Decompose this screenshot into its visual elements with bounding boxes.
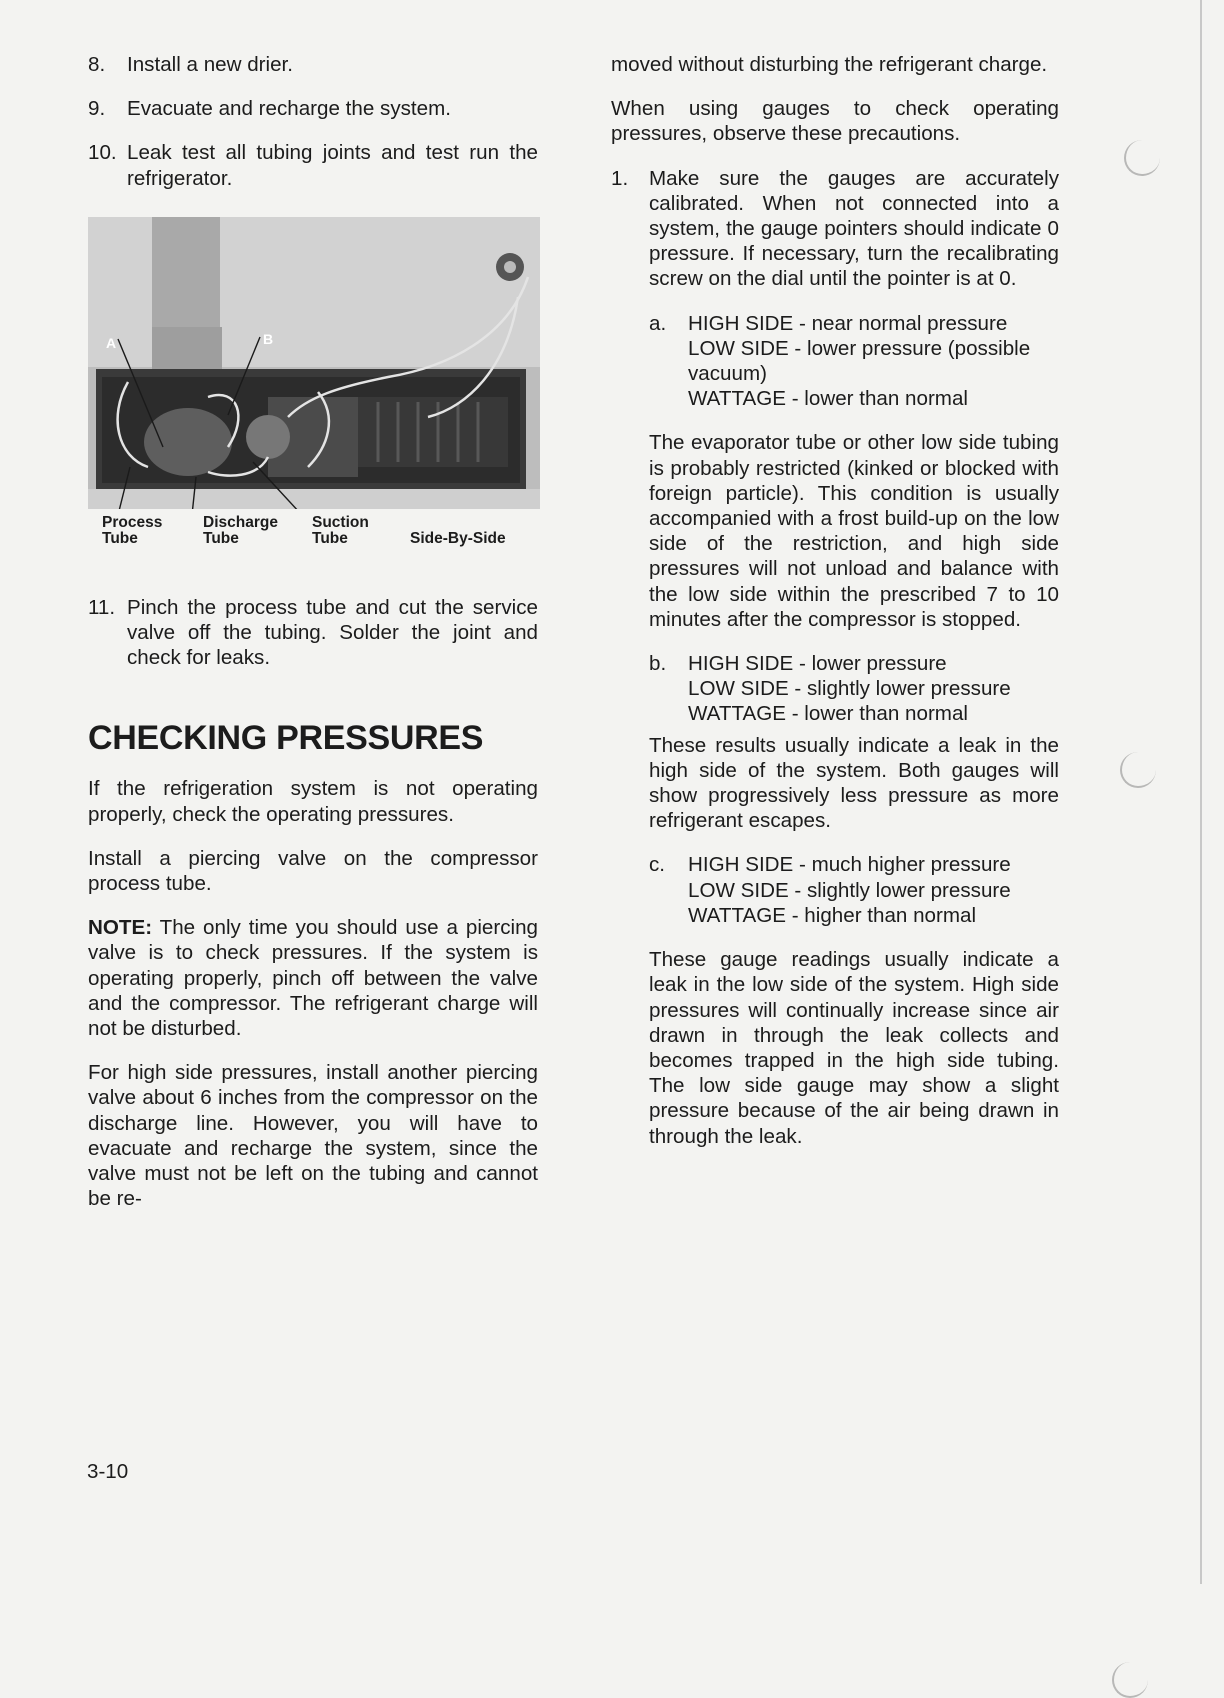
caption-process-tube: Process Tube: [102, 513, 163, 547]
case-c: c. HIGH SIDE - much higher pressure LOW SIDE - slightly lower pressure WATTAGE - higher than normal: [649, 853, 1011, 927]
page-edge: [1200, 0, 1202, 1584]
compressor-photo-image: [88, 217, 540, 509]
step-11: 11. Pinch the process tube and cut the service valve off the tubing. Solder the joint and check for leaks.: [88, 595, 538, 670]
note-label: NOTE:: [88, 916, 153, 940]
compressor-photo: [88, 217, 540, 547]
case-a: a. HIGH SIDE - near normal pressure LOW SIDE - lower pressure (possible vacuum) WATTAGE - lower than normal: [649, 311, 1031, 411]
caption-suction-tube: Suction Tube: [312, 513, 369, 547]
left-column: [88, 52, 538, 1230]
right-column: [611, 52, 1059, 1168]
paragraph: When using gauges to check operating pressures, observe these precautions.: [611, 97, 1059, 146]
binder-hole: [1112, 1662, 1148, 1698]
binder-hole: [1120, 752, 1156, 788]
step-8: 8. Install a new drier.: [88, 53, 293, 76]
section-heading: CHECKING PRESSURES: [88, 719, 484, 758]
note-paragraph: NOTE: The only time you should use a piercing valve is to check pressures. If the system is operating properly, pinch off between the valve and the compressor. The refrigerant charge will not be disturbed.: [88, 916, 538, 1041]
step-9: 9. Evacuate and recharge the system.: [88, 97, 451, 121]
photo-label-b: B: [263, 330, 274, 347]
page-number: 3-10: [87, 1460, 129, 1483]
case-a-explanation: The evaporator tube or other low side tubing is probably restricted (kinked or blocked with foreign particle). This condition is usually accompanied with a frost build-up on the low side of the restriction, and high side pressures will not unload and balance with the low side within the prescribed 7 to 10 minutes after the compressor is stopped.: [649, 431, 1059, 631]
case-b-explanation: These results usually indicate a leak in the high side of the system. Both gauges will show progressively less pressure as more refrigerant escapes.: [649, 733, 1059, 833]
paragraph: For high side pressures, install another piercing valve about 6 inches from the compressor on the discharge line. However, you will have to evacuate and recharge the system, since the valve must not be left on the tubing and cannot be re-: [88, 1061, 538, 1211]
case-b: b. HIGH SIDE - lower pressure LOW SIDE - slightly lower pressure WATTAGE - lower than normal: [649, 652, 1011, 726]
photo-label-a: A: [106, 334, 117, 351]
caption-side-by-side: Side-By-Side: [410, 529, 506, 547]
step-1: 1. Make sure the gauges are accurately calibrated. When not connected into a system, the gauge pointers should indicate 0 pressure. If necessary, turn the recalibrating screw on the dial until the pointer is at 0.: [611, 166, 1059, 291]
binder-hole: [1124, 140, 1160, 176]
caption-discharge-tube: Discharge Tube: [203, 513, 278, 547]
paragraph: Install a piercing valve on the compressor process tube.: [88, 846, 538, 896]
step-10: 10. Leak test all tubing joints and test run the refrigerator.: [88, 141, 538, 190]
paragraph: moved without disturbing the refrigerant charge.: [611, 53, 1048, 76]
case-c-explanation: These gauge readings usually indicate a leak in the low side of the system. High side pressures will continually increase since air drawn in through the leak collects and becomes trapped in the high side tubing. The low side gauge may show a slight pressure because of the air being drawn in through the leak.: [649, 948, 1059, 1148]
paragraph: If the refrigeration system is not operating properly, check the operating pressures.: [88, 777, 538, 826]
